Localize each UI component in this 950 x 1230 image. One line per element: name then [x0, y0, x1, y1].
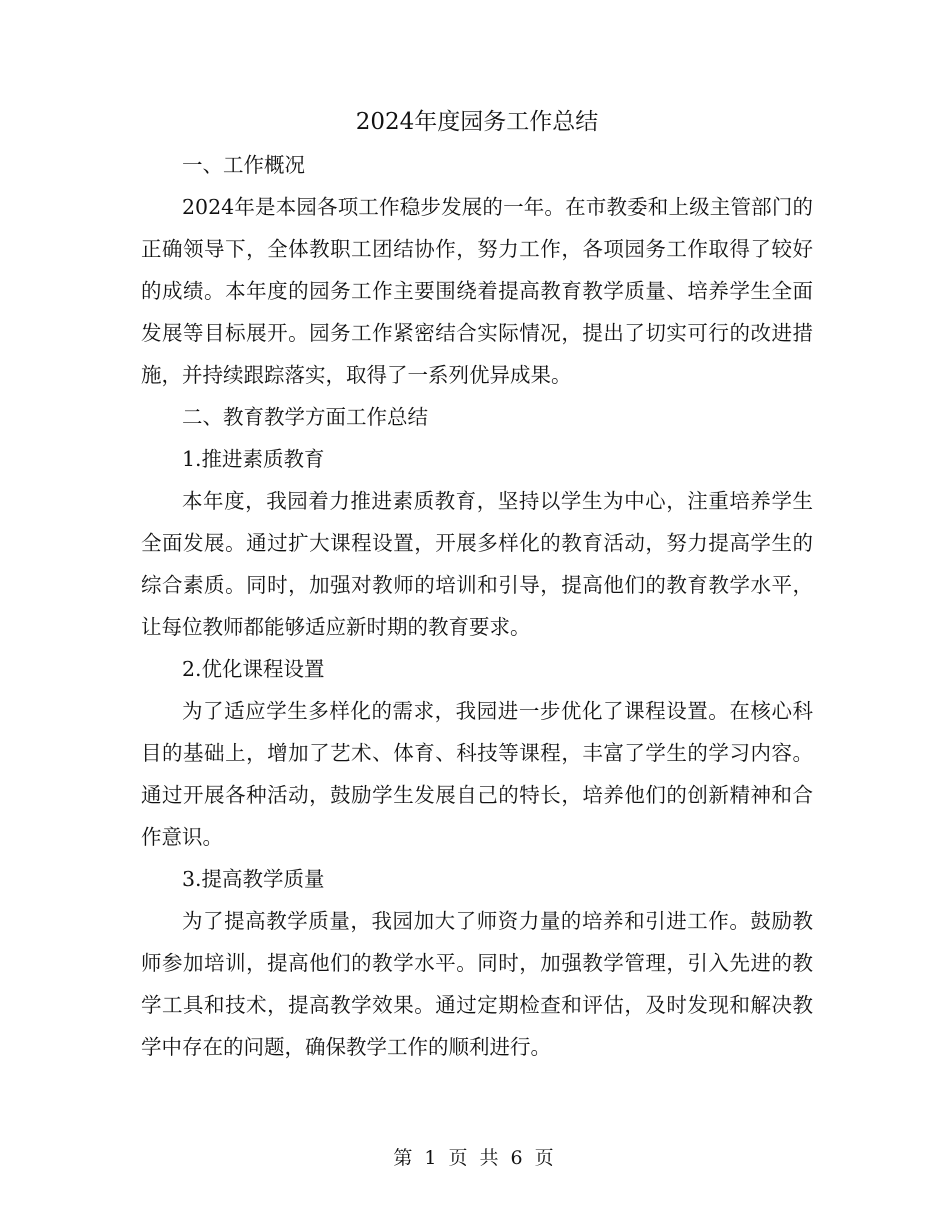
paragraph-curriculum: 为了适应学生多样化的需求，我园进一步优化了课程设置。在核心科目的基础上，增加了艺术、体育、科技等课程，丰富了学生的学习内容。通过开展各种活动，鼓励学生发展自己的特长，培养他们的创新精神和合作意识。: [141, 699, 813, 849]
paragraph-overview: 2024年是本园各项工作稳步发展的一年。在市教委和上级主管部门的正确领导下，全体教职工团结协作，努力工作，各项园务工作取得了较好的成绩。本年度的园务工作主要围绕着提高教育教学质量、培养学生全面发展等目标展开。园务工作紧密结合实际情况，提出了切实可行的改进措施，并持续跟踪落实，取得了一系列优异成果。: [141, 195, 813, 387]
paragraph-quality-education: 本年度，我园着力推进素质教育，坚持以学生为中心，注重培养学生全面发展。通过扩大课程设置，开展多样化的教育活动，努力提高学生的综合素质。同时，加强对教师的培训和引导，提高他们的教育教学水平，让每位教师都能够适应新时期的教育要求。: [141, 489, 813, 639]
section-heading-teaching: 二、教育教学方面工作总结: [182, 405, 428, 429]
document-title: 2024年度园务工作总结: [355, 109, 599, 135]
page-footer: 第 1 页 共 6 页: [393, 1147, 557, 1169]
subheading-quality-education: 1.推进素质教育: [182, 447, 325, 471]
section-heading-overview: 一、工作概况: [182, 153, 305, 177]
subheading-curriculum: 2.优化课程设置: [182, 657, 325, 681]
paragraph-teaching-quality: 为了提高教学质量，我园加大了师资力量的培养和引进工作。鼓励教师参加培训，提高他们的教学水平。同时，加强教学管理，引入先进的教学工具和技术，提高教学效果。通过定期检查和评估，及时发现和解决教学中存在的问题，确保教学工作的顺利进行。: [141, 909, 813, 1059]
subheading-teaching-quality: 3.提高教学质量: [182, 867, 325, 891]
